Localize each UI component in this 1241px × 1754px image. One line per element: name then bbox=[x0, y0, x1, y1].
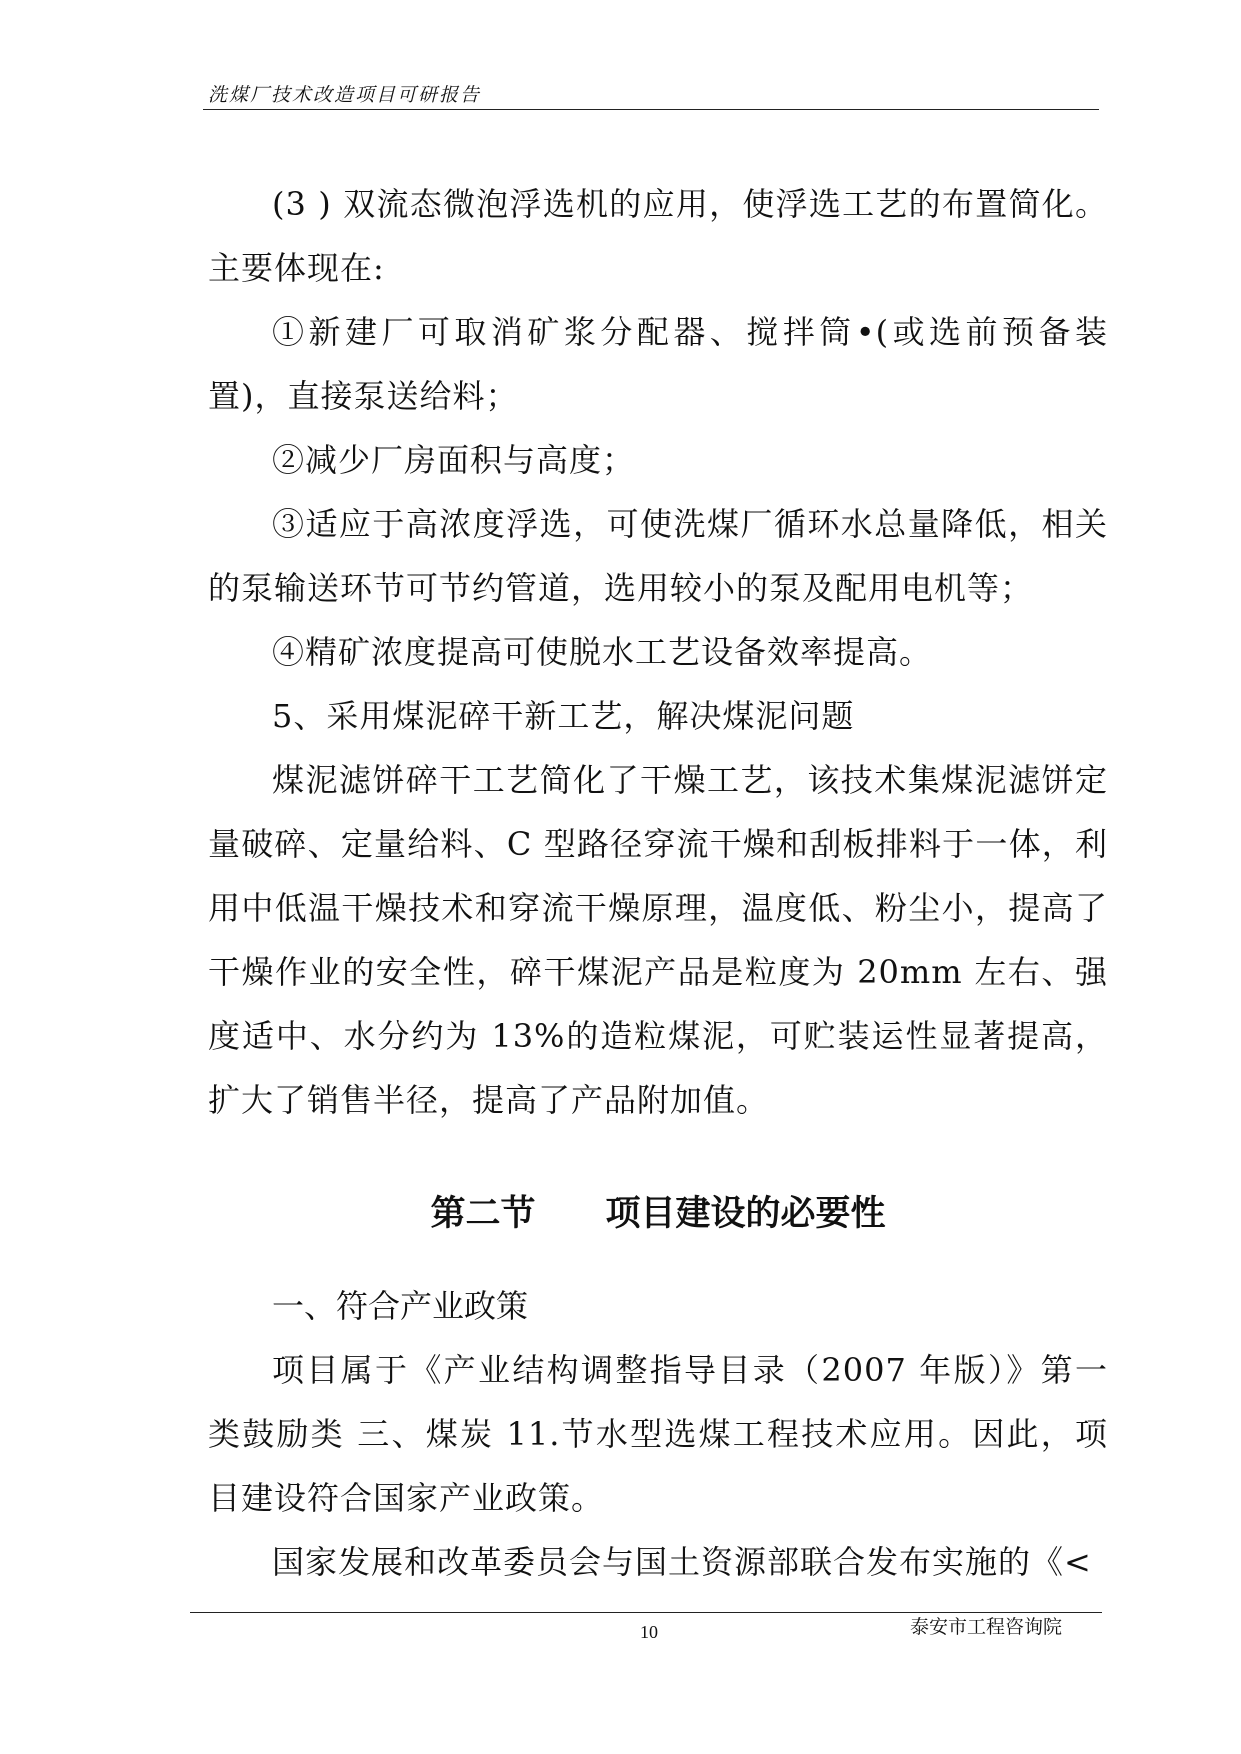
sub-heading: 一、符合产业政策 bbox=[272, 1287, 529, 1325]
paragraph: 项目属于《产业结构调整指导目录（2007 年版）》第一类鼓励类 三、煤炭 11.节水型选煤工程技术应用。因此，项目建设符合国家产业政策。 bbox=[208, 1351, 1108, 1517]
paragraph: 煤泥滤饼碎干工艺简化了干燥工艺，该技术集煤泥滤饼定量破碎、定量给料、C 型路径穿流干燥和刮板排料于一体，利用中低温干燥技术和穿流干燥原理，温度低、粉尘小，提高了干燥作业的安全性，碎干煤泥产品是粒度为 20mm 左右、强度适中、水分约为 13%的造粒煤泥，可贮装运性显著提高，扩大了销售半径，提高了产品附加值。 bbox=[208, 761, 1108, 1119]
paragraph: 5、采用煤泥碎干新工艺，解决煤泥问题 bbox=[272, 697, 855, 735]
paragraph: ③适应于高浓度浮选，可使洗煤厂循环水总量降低，相关的泵输送环节可节约管道，选用较小的泵及配用电机等； bbox=[208, 505, 1108, 607]
paragraph: ②减少厂房面积与高度； bbox=[272, 441, 636, 479]
paragraph: (3 ) 双流态微泡浮选机的应用，使浮选工艺的布置简化。主要体现在: bbox=[208, 185, 1108, 287]
section-title: 第二节 项目建设的必要性 bbox=[430, 1194, 886, 1234]
page-number: 10 bbox=[640, 1622, 658, 1642]
paragraph: ①新建厂可取消矿浆分配器、搅拌筒•(或选前预备装置)，直接泵送给料； bbox=[208, 313, 1108, 415]
header-title: 洗煤厂技术改造项目可研报告 bbox=[208, 84, 482, 106]
paragraph: 国家发展和改革委员会与国土资源部联合发布实施的《< bbox=[272, 1543, 1092, 1581]
document-body bbox=[208, 172, 1108, 1594]
paragraph: ④精矿浓度提高可使脱水工艺设备效率提高。 bbox=[272, 633, 933, 671]
header-divider bbox=[203, 109, 1099, 110]
footer-organization: 泰安市工程咨询院 bbox=[910, 1616, 1063, 1638]
